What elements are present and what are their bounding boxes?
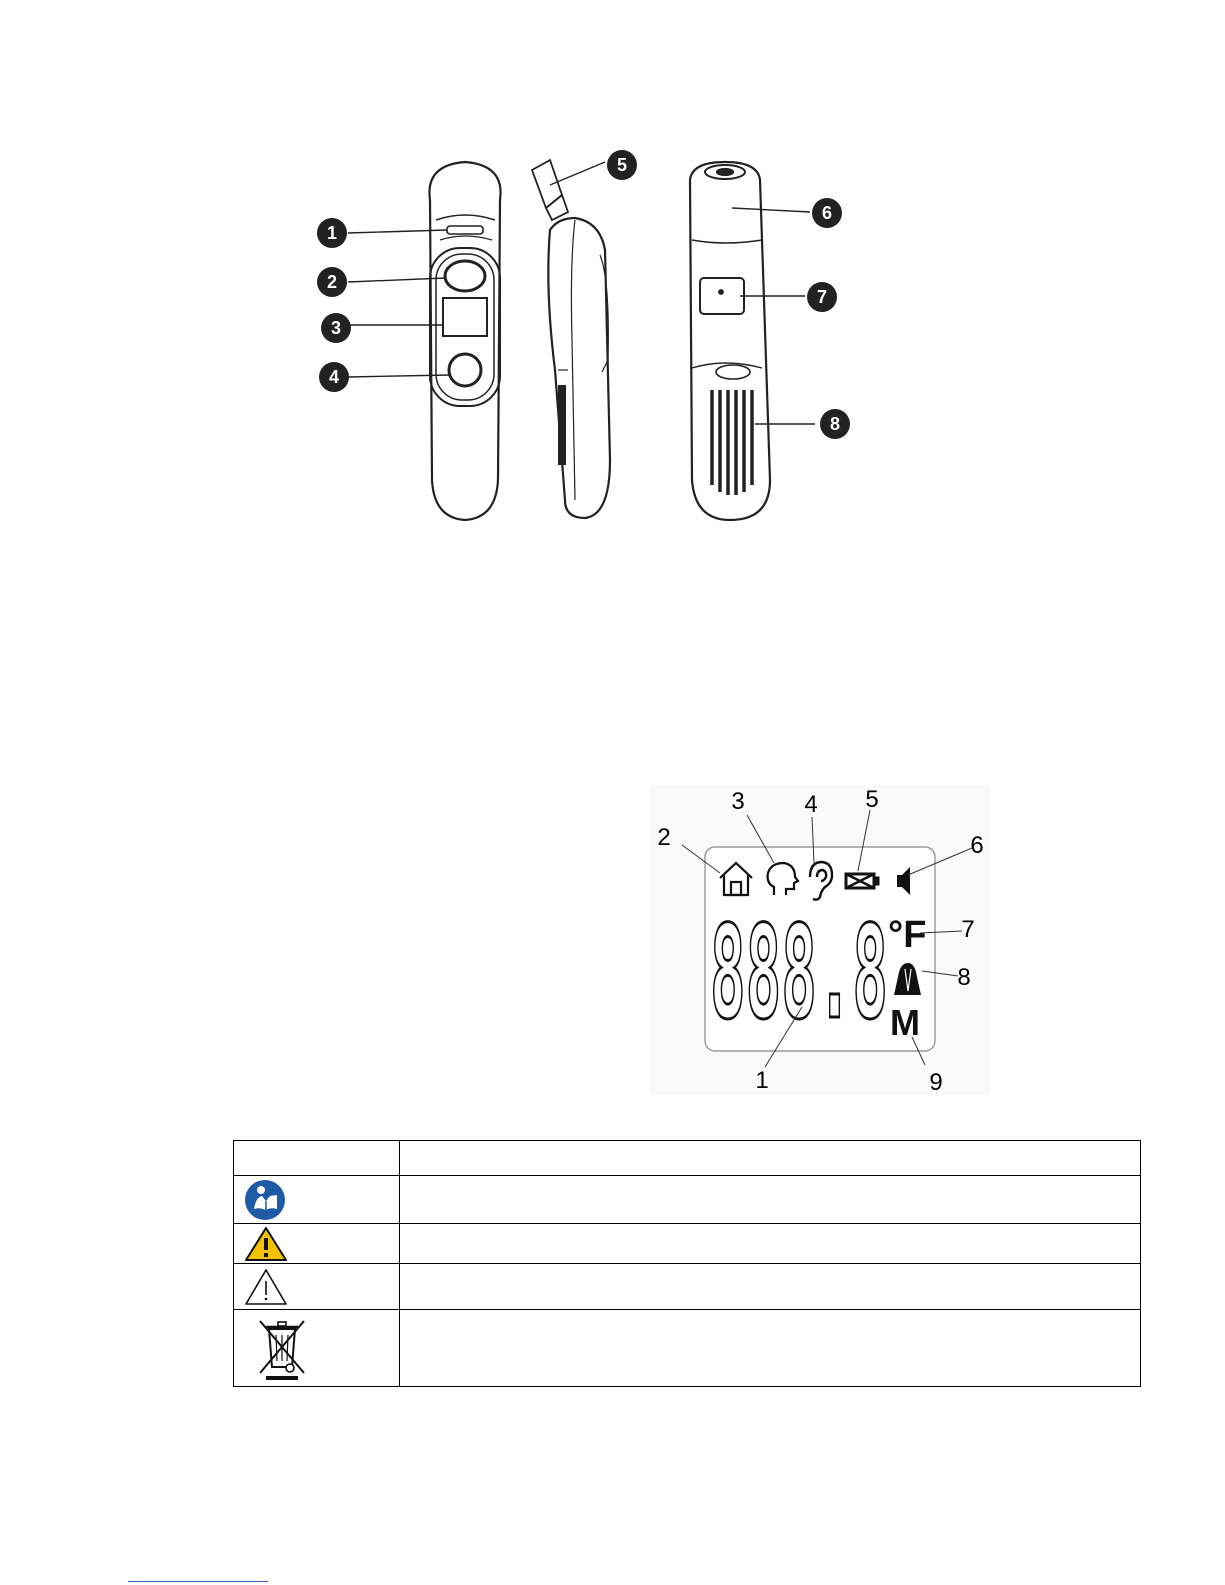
callout-number: 4 — [328, 367, 340, 387]
caution-icon — [244, 1267, 288, 1307]
callout-number: 6 — [821, 203, 833, 223]
back-view — [690, 162, 770, 520]
table-cell-symbol — [234, 1264, 400, 1310]
table-row — [234, 1310, 1141, 1387]
callout-number: 2 — [326, 272, 338, 292]
temperature-digits — [710, 899, 888, 1048]
lcd-callout-5: 5 — [865, 786, 879, 813]
device-diagram — [300, 140, 880, 530]
weee-bin-icon — [252, 1315, 312, 1381]
callout-1 — [317, 218, 347, 248]
table-header-row — [234, 1141, 1141, 1176]
table-cell-symbol — [234, 1141, 400, 1176]
footer-link-underline — [128, 1581, 268, 1582]
unit-label: °F — [888, 914, 927, 956]
lcd-callout-8: 8 — [957, 964, 971, 991]
callout-6 — [812, 198, 842, 228]
callout-number: 3 — [330, 318, 342, 338]
table-cell-text — [400, 1310, 1141, 1387]
table-row — [234, 1224, 1141, 1264]
callout-5 — [607, 150, 637, 180]
callout-number: 8 — [829, 414, 841, 434]
callout-4 — [319, 362, 349, 392]
digit-readout: 888.8 — [710, 899, 888, 1048]
table-cell-symbol — [234, 1176, 400, 1224]
lcd-callout-6: 6 — [970, 832, 984, 859]
lcd-callout-3: 3 — [731, 788, 745, 815]
table-cell-symbol — [234, 1224, 400, 1264]
lcd-callout-7: 7 — [961, 916, 975, 943]
read-manual-icon — [244, 1179, 286, 1221]
side-view — [532, 160, 610, 518]
lcd-callout-4: 4 — [804, 791, 818, 818]
table-cell-text — [400, 1224, 1141, 1264]
callout-number: 1 — [326, 223, 338, 243]
table-row — [234, 1176, 1141, 1224]
lcd-callout-9: 9 — [929, 1069, 943, 1095]
memory-label: M — [890, 1002, 920, 1043]
lcd-display-diagram — [650, 785, 990, 1095]
callout-8 — [820, 409, 850, 439]
table-cell-text — [400, 1141, 1141, 1176]
callout-number: 5 — [616, 155, 628, 175]
lcd-callout-2: 2 — [657, 824, 671, 851]
lcd-callout-1: 1 — [755, 1067, 769, 1094]
callout-3 — [321, 313, 351, 343]
front-view — [429, 162, 500, 520]
table-cell-symbol — [234, 1310, 400, 1387]
symbol-table — [233, 1140, 1141, 1387]
callout-7 — [807, 282, 837, 312]
table-cell-text — [400, 1176, 1141, 1224]
warning-yellow-icon — [244, 1226, 288, 1262]
callout-number: 7 — [816, 287, 828, 307]
table-row — [234, 1264, 1141, 1310]
callout-2 — [317, 267, 347, 297]
table-cell-text — [400, 1264, 1141, 1310]
